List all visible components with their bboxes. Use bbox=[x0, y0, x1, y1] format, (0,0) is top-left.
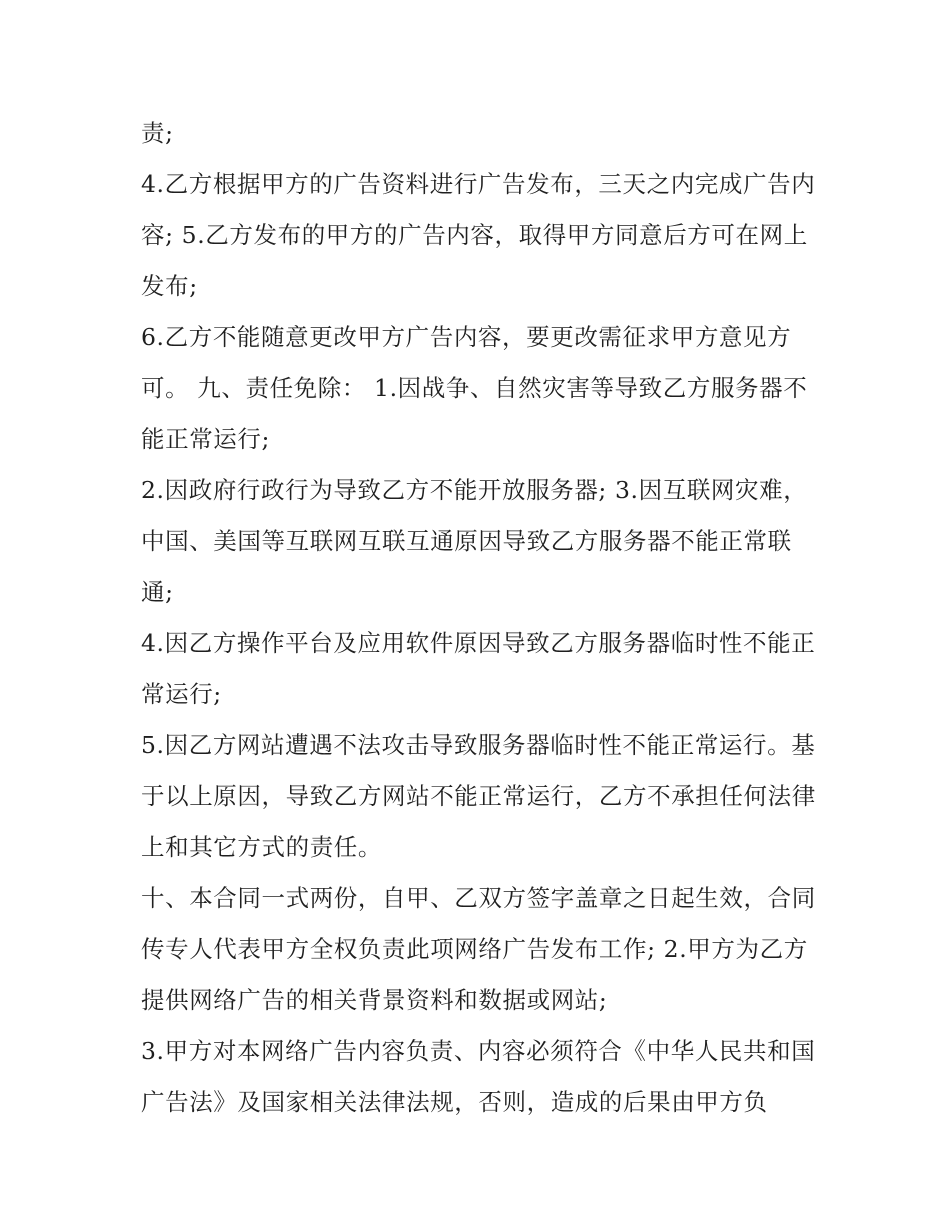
paragraph-1: 责; bbox=[141, 119, 174, 147]
paragraph-2: 4.乙方根据甲方的广告资料进行广告发布，三天之内完成广告内容; 5.乙方发布的甲方的广告内容，取得甲方同意后方可在网上发布; bbox=[141, 170, 816, 300]
paragraph-7: 十、本合同一式两份，自甲、乙双方签字盖章之日起生效，合同传专人代表甲方全权负责此项网络广告发布工作; 2.甲方为乙方提供网络广告的相关背景资料和数据或网站; bbox=[141, 884, 816, 1014]
paragraph-4: 2.因政府行政行为导致乙方不能开放服务器; 3.因互联网灾难，中国、美国等互联网互联互通原因导致乙方服务器不能正常联通; bbox=[141, 476, 808, 606]
paragraph-3: 6.乙方不能随意更改甲方广告内容，要更改需征求甲方意见方可。 九、责任免除： 1.因战争、自然灾害等导致乙方服务器不能正常运行; bbox=[141, 323, 808, 453]
paragraph-6: 5.因乙方网站遭遇不法攻击导致服务器临时性不能正常运行。基于以上原因，导致乙方网站不能正常运行，乙方不承担任何法律上和其它方式的责任。 bbox=[141, 731, 816, 861]
document-body bbox=[141, 108, 821, 1128]
paragraph-8: 3.甲方对本网络广告内容负责、内容必须符合《中华人民共和国广告法》及国家相关法律法规，否则，造成的后果由甲方负 bbox=[141, 1037, 816, 1116]
paragraph-5: 4.因乙方操作平台及应用软件原因导致乙方服务器临时性不能正常运行; bbox=[141, 629, 816, 708]
